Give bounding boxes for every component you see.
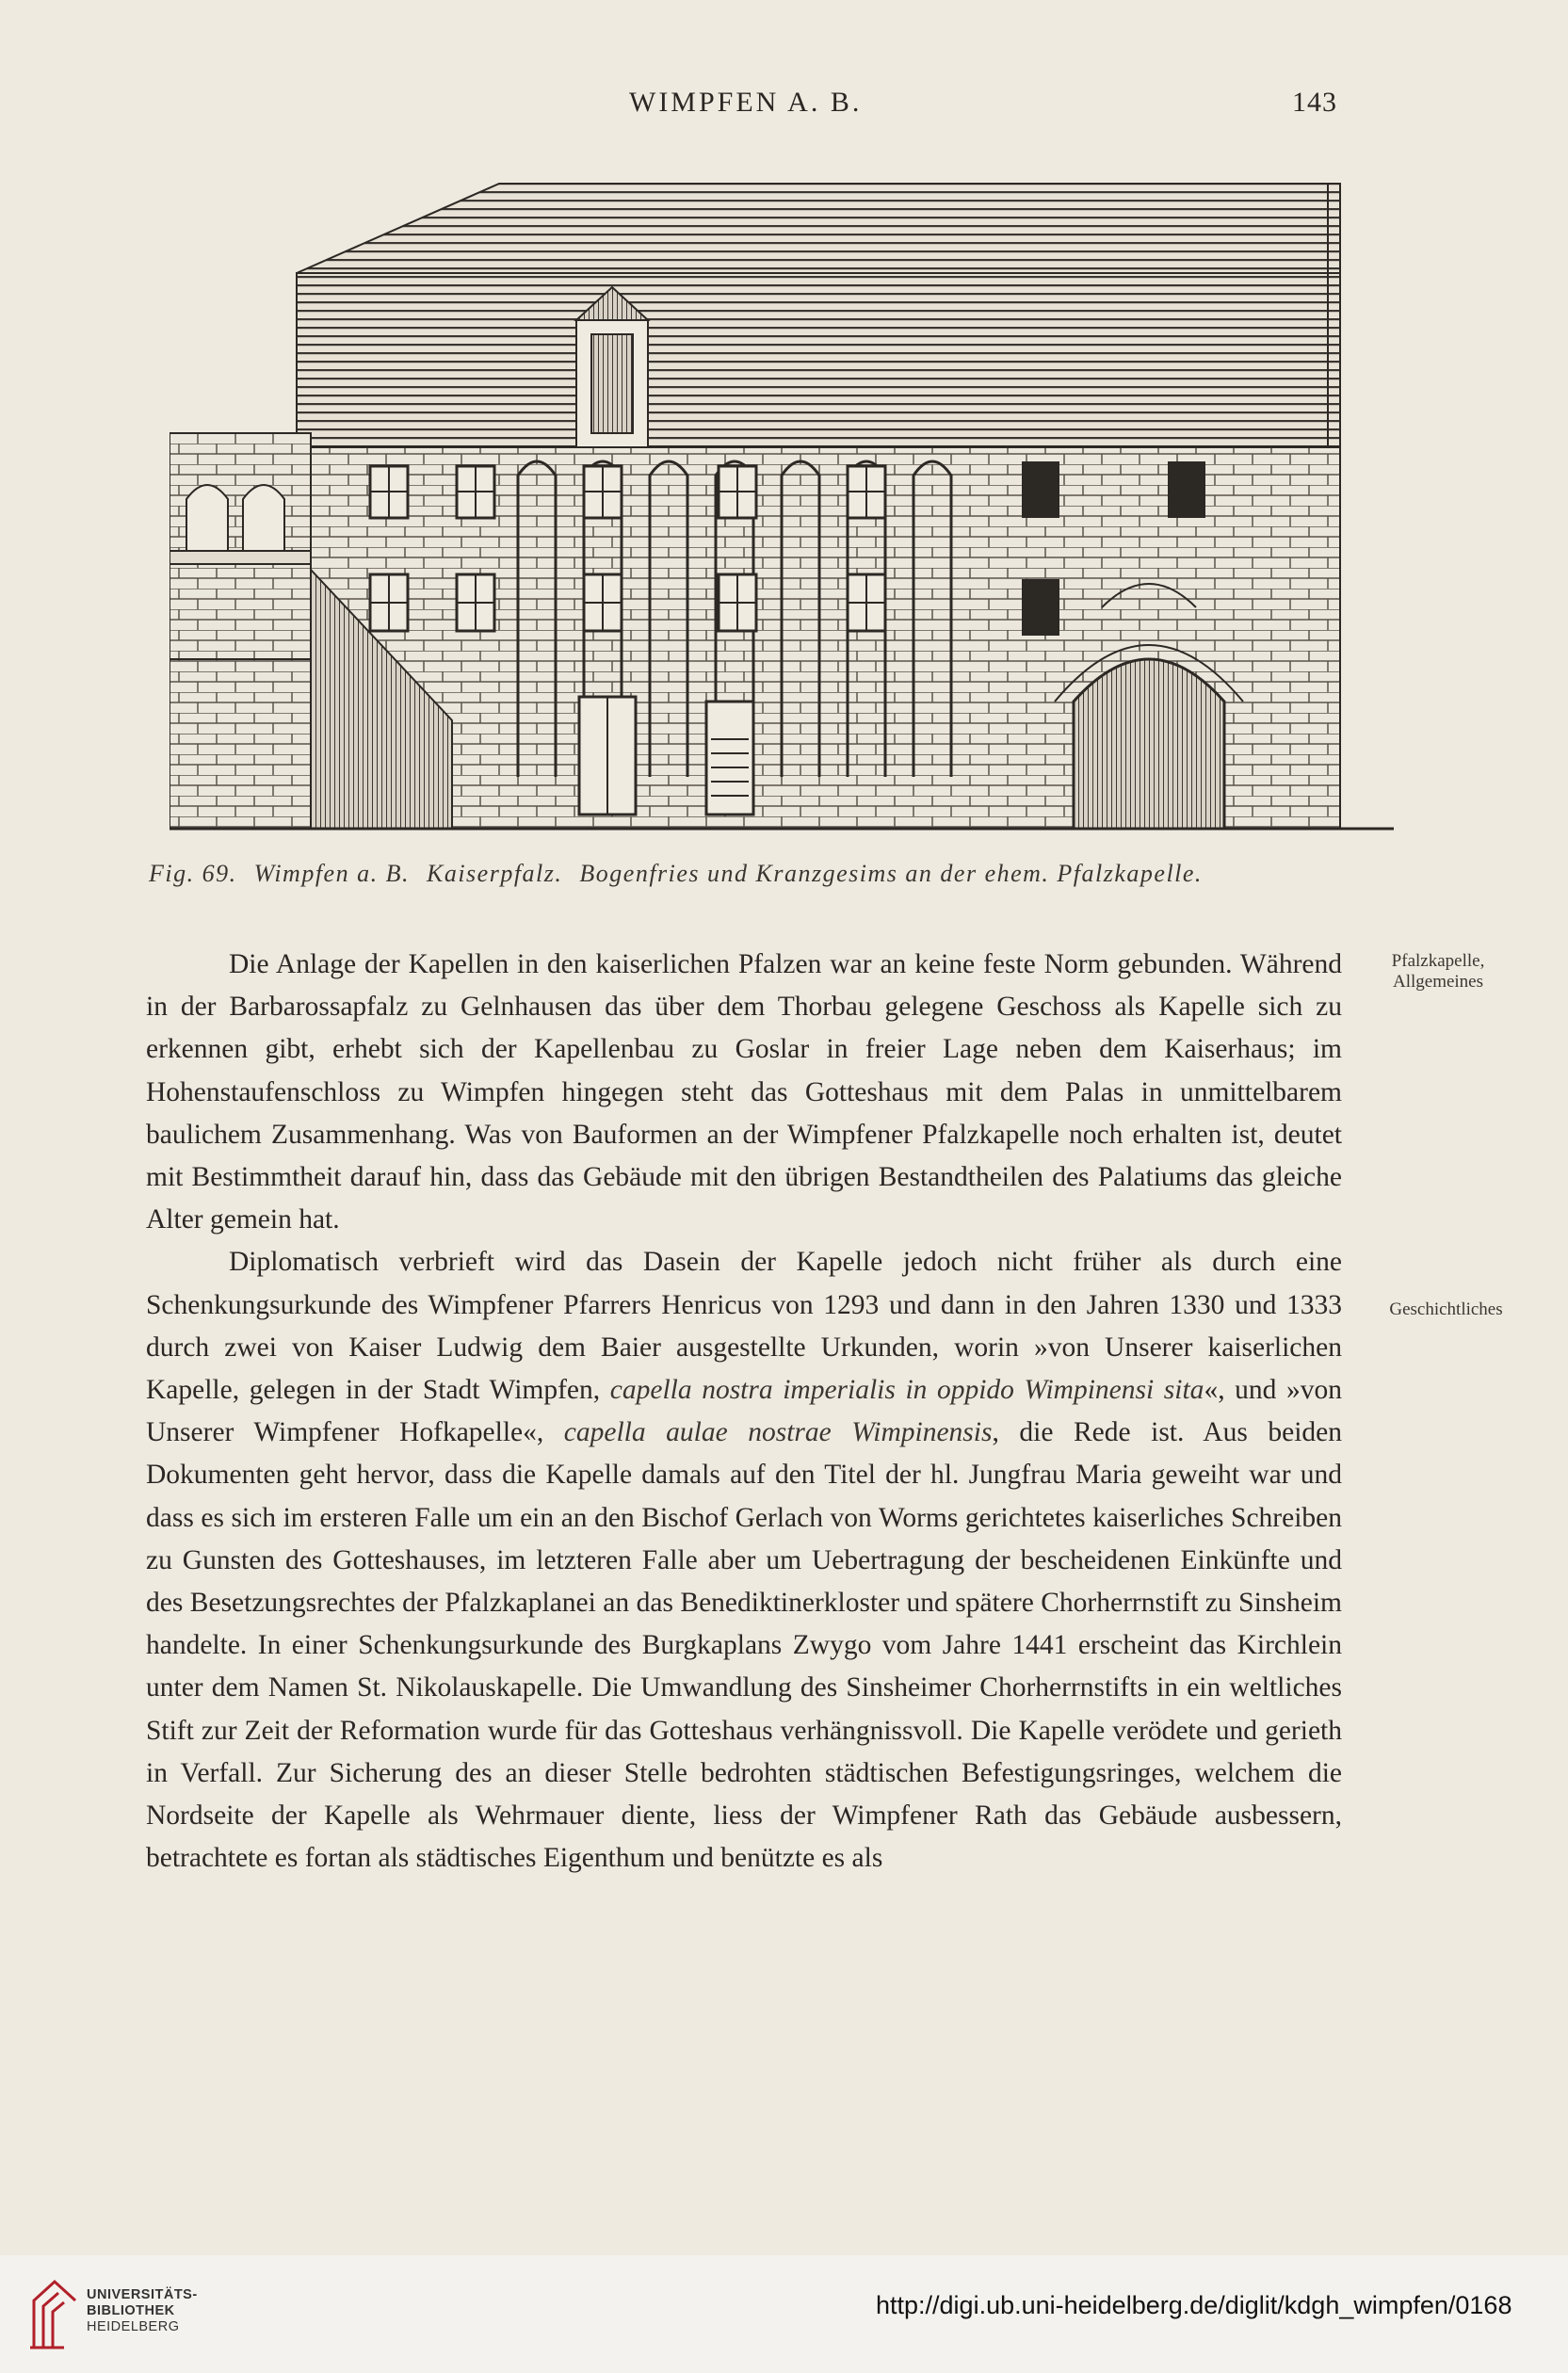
paragraph-2-text-a: Diplomatisch verbrieft wird das Dasein der Kapelle jedoch nicht früher als durch eine Schenkungsurkunde des Wimpfener Pfarrers Henricus von 1293 und dann in den Jahren 1330 und 1333 durch zwei von Kaiser Ludwig dem Baier ausgestellte Urkunden, worin »von Unserer kaiserlichen Kapelle, gelegen in der Stadt Wimpfen, [146, 1247, 1342, 1406]
caption-part-2: Wimpfen a. B. [253, 860, 410, 887]
paragraph-2 [146, 1241, 1342, 1880]
caption-part-1: Fig. 69. [149, 860, 237, 887]
page-number: 143 [1292, 87, 1337, 118]
running-title: WIMPFEN A. B. [629, 87, 863, 118]
caption-part-4: Bogenfries und Kranzgesims an der ehem. Pfalzkapelle. [579, 860, 1203, 887]
building-illustration [170, 174, 1394, 852]
running-head [0, 87, 1568, 124]
library-logo-icon [26, 2272, 83, 2357]
margin-note-line: Allgemeines [1392, 972, 1484, 992]
latin-quote-2: capella aulae nostrae Wimpinensis [563, 1417, 993, 1448]
margin-note-pfalzkapelle [1367, 951, 1509, 993]
viewer-footer [0, 2255, 1568, 2373]
figure-caption [149, 860, 1345, 888]
paragraph-2-text-b: «, und »von Unserer Wimpfener Hofkapelle«, [146, 1375, 1343, 1448]
margin-note-geschichtliches: Geschichtliches [1389, 1300, 1503, 1319]
latin-quote-1: capella nostra imperialis in oppido Wimpinensi sita [609, 1375, 1204, 1406]
margin-note-line: Pfalzkapelle, [1391, 951, 1485, 971]
library-line-1: UNIVERSITÄTS- [87, 2287, 198, 2302]
paragraph-2-text-c: , die Rede ist. Aus beiden Dokumenten geht hervor, dass die Kapelle damals auf den Titel der hl. Jungfrau Maria geweiht war und dass es sich im ersteren Falle um ein an den Bischof Gerlach von Worms gerichtetes kaiserliches Schreiben zu Gunsten des Gotteshauses, im letzteren Falle aber um Uebertragung der bescheidenen Einkünfte und des Besetzungsrechtes der Pfalzkaplanei an das Benediktinerkloster und spätere Chorherrnstift zu Sinsheim handelte. In einer Schenkungsurkunde des Burgkaplans Zwygo vom Jahre 1441 erscheint das Kirchlein unter dem Namen St. Nikolauskapelle. Die Umwandlung des Sinsheimer Chorherrnstifts in ein weltliches Stift zur Zeit der Reformation wurde für das Gotteshaus verhängnissvoll. Die Kapelle verödete und gerieth in Verfall. Zur Sicherung des an dieser Stelle bedrohten städtischen Befestigungsringes, welchem die Nordseite der Kapelle als Wehrmauer diente, liess der Wimpfener Rath das Gebäude ausbessern, betrachtete es fortan als städtisches Eigenthum und benützte es als [146, 1417, 1342, 1874]
permalink-url[interactable]: http://digi.ub.uni-heidelberg.de/diglit/kdgh_wimpfen/0168 [876, 2291, 1512, 2319]
body-text [146, 944, 1342, 1880]
library-name [87, 2287, 198, 2335]
caption-part-3: Kaiserpfalz. [426, 860, 563, 887]
library-line-2: BIBLIOTHEK [87, 2303, 175, 2318]
library-line-3: HEIDELBERG [87, 2319, 180, 2334]
paragraph-1: Die Anlage der Kapellen in den kaiserlichen Pfalzen war an keine feste Norm gebunden. Während in der Barbarossapfalz zu Gelnhausen das über dem Thorbau gelegene Geschoss als Kapelle sich zu erkennen gibt, erhebt sich der Kapellenbau zu Goslar in freier Lage neben dem Kaiserhaus; im Hohenstaufenschloss zu Wimpfen hingegen steht das Gotteshaus mit dem Palas in unmittelbarem baulichem Zusammenhang. Was von Bauformen an der Wimpfener Pfalzkapelle noch erhalten ist, deutet mit Bestimmtheit darauf hin, dass das Gebäude mit den übrigen Bestandtheilen des Palatiums das gleiche Alter gemein hat. [146, 949, 1342, 1235]
